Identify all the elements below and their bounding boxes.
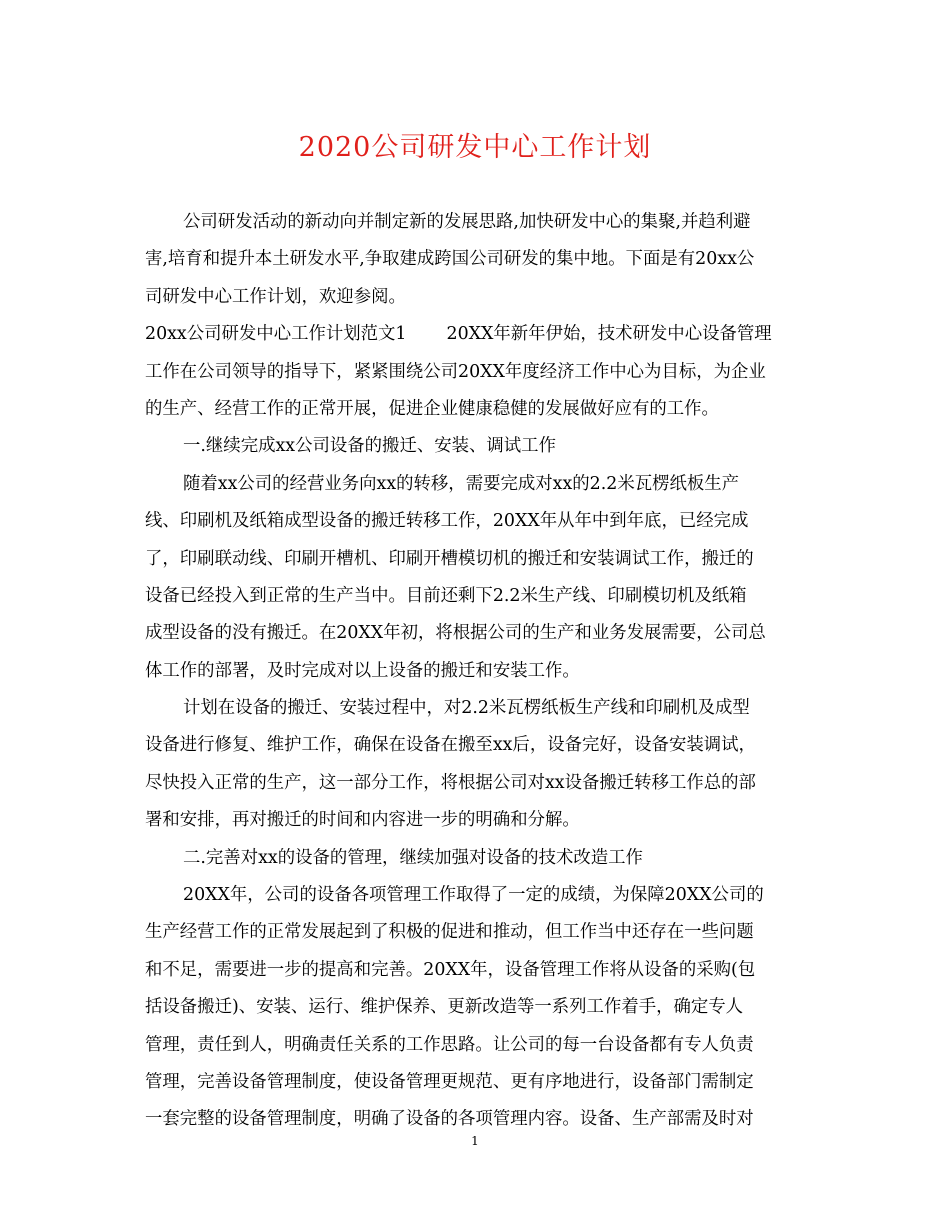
intro-line: 害,培育和提升本土研发水平,争取建成跨国公司研发的集中地。下面是有20xx公 xyxy=(145,249,755,270)
paragraph-line: 尽快投入正常的生产，这一部分工作，将根据公司对xx设备搬迁转移工作总的部 xyxy=(145,772,756,793)
document-body xyxy=(145,204,805,1139)
section-heading: 二.完善对xx的设备的管理，继续加强对设备的技术改造工作 xyxy=(183,847,643,868)
document-title: 2020公司研发中心工作计划 xyxy=(298,132,652,163)
paragraph-text: 20XX年新年伊始，技术研发中心设备管理 xyxy=(446,324,772,345)
paragraph-line: 线、印刷机及纸箱成型设备的搬迁转移工作，20XX年从年中到年底，已经完成 xyxy=(145,511,749,532)
paragraph-line: 成型设备的没有搬迁。在20XX年初，将根据公司的生产和业务发展需要，公司总 xyxy=(145,623,766,644)
paragraph-line: 工作在公司领导的指导下，紧紧围绕公司20XX年度经济工作中心为目标，为企业 xyxy=(145,361,766,382)
sample-intro-line xyxy=(145,316,805,353)
paragraph-line: 管理，责任到人，明确责任关系的工作思路。让公司的每一台设备都有专人负责 xyxy=(145,1034,754,1055)
paragraph-line: 体工作的部署，及时完成对以上设备的搬迁和安装工作。 xyxy=(145,660,580,681)
paragraph-line: 署和安排，再对搬迁的时间和内容进一步的明确和分解。 xyxy=(145,810,580,831)
intro-line: 公司研发活动的新动向并制定新的发展思路,加快研发中心的集聚,并趋利避 xyxy=(183,212,751,232)
sample-label: 20xx公司研发中心工作计划范文1 xyxy=(145,324,407,345)
intro-line: 司研发中心工作计划，欢迎参阅。 xyxy=(145,286,406,307)
paragraph-line: 了，印刷联动线、印刷开槽机、印刷开槽模切机的搬迁和安装调试工作，搬迁的 xyxy=(145,548,754,569)
paragraph-line: 和不足，需要进一步的提高和完善。20XX年，设备管理工作将从设备的采购(包 xyxy=(145,959,756,980)
paragraph-line: 随着xx公司的经营业务向xx的转移，需要完成对xx的2.2米瓦楞纸板生产 xyxy=(183,473,740,494)
page-number: 1 xyxy=(471,1134,479,1148)
section-heading: 一.继续完成xx公司设备的搬迁、安装、调试工作 xyxy=(183,436,556,457)
paragraph-line: 生产经营工作的正常发展起到了积极的促进和推动，但工作当中还存在一些问题 xyxy=(145,922,754,943)
paragraph-line: 一套完整的设备管理制度，明确了设备的各项管理内容。设备、生产部需及时对 xyxy=(145,1109,754,1130)
paragraph-line: 的生产、经营工作的正常开展，促进企业健康稳健的发展做好应有的工作。 xyxy=(145,398,719,419)
paragraph-line: 管理，完善设备管理制度，使设备管理更规范、更有序地进行，设备部门需制定 xyxy=(145,1071,754,1092)
paragraph-line: 设备进行修复、维护工作，确保在设备在搬至xx后，设备完好，设备安装调试， xyxy=(145,735,756,756)
paragraph-line: 括设备搬迁)、安装、运行、维护保养、更新改造等一系列工作着手，确定专人 xyxy=(145,997,744,1018)
paragraph-line: 20XX年，公司的设备各项管理工作取得了一定的成绩，为保障20XX公司的 xyxy=(183,885,764,906)
paragraph-line: 计划在设备的搬迁、安装过程中，对2.2米瓦楞纸板生产线和印刷机及成型 xyxy=(183,698,750,719)
paragraph-line: 设备已经投入到正常的生产当中。目前还剩下2.2米生产线、印刷模切机及纸箱 xyxy=(145,585,747,606)
